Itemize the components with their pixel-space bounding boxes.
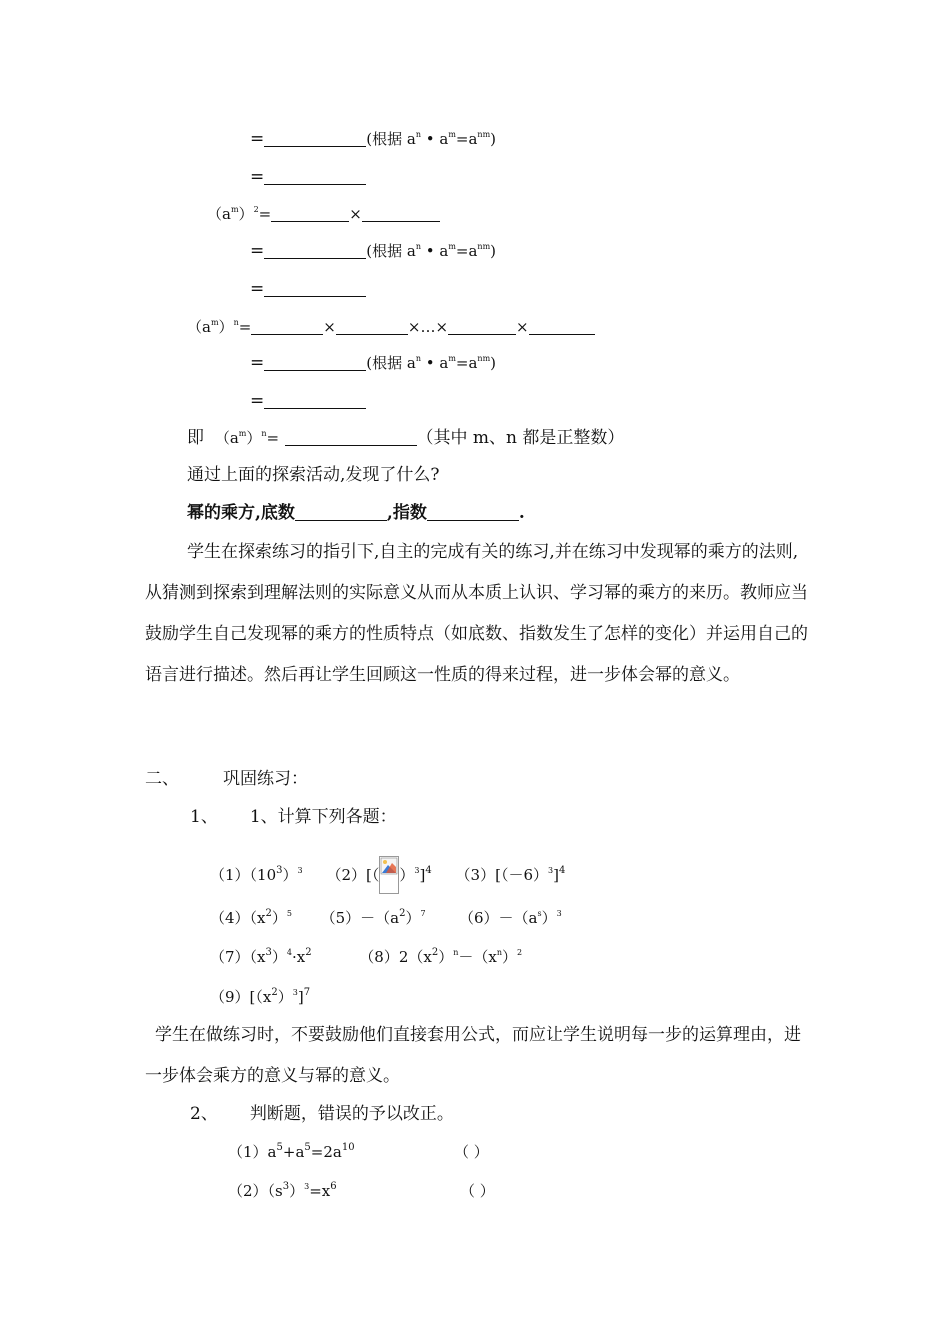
teaching-note-2: 学生在做练习时，不要鼓励他们直接套用公式，而应让学生说明每一步的运算理由，进一步体会乘方的意义与幂的意义。 <box>145 1025 801 1086</box>
blank <box>264 130 366 147</box>
blank <box>336 318 408 335</box>
blank <box>271 205 349 222</box>
blank <box>285 429 417 446</box>
question-1-heading: 1、 1、计算下列各题： <box>190 807 397 827</box>
blank <box>264 242 366 259</box>
derivation-line-1: = (根据 $a^n$ • $a^m=a^{nm}$) <box>250 129 497 149</box>
blank <box>264 280 366 297</box>
judge-item-2: $(2)(s^3)^3=x^6$ <box>228 1181 337 1200</box>
teaching-note-1: 学生在探索练习的指引下,自主的完成有关的练习,并在练习中发现幂的乘方的法则,从猜测到探索到理解法则的实际意义从而从本质上认识、学习幂的乘方的来历。教师应当鼓励学生自己发现幂的乘方的性质特点（如底数、指数发生了怎样的变化）并运用自己的语言进行描述。然后再让学生回顾这一性质的得来过程，进一步体会幂的意义。 <box>145 542 808 685</box>
blank <box>529 318 595 335</box>
judge-item-1: $(1)a^5+a^5=2a^{10}$ <box>228 1142 355 1161</box>
blank <box>295 504 387 521</box>
blank <box>264 354 366 371</box>
judge-answer-2[interactable]: （ ） <box>460 1182 495 1200</box>
blank <box>448 318 516 335</box>
derivation-line-3: = (根据 $a^n$ • $a^m=a^{nm}$) <box>250 241 497 261</box>
judge-answer-1[interactable]: （ ） <box>454 1143 489 1161</box>
exercise-row-2: $(4)(x^2)^5$ $(5)-(a^2)^7$ $(6)-(a^s)^3$ <box>210 908 562 927</box>
conclusion-line: 即 $(a^m)^n=$ （其中 m、n 都是正整数） <box>187 428 625 448</box>
question-2-heading: 2、 判断题，错误的予以改正。 <box>190 1104 454 1124</box>
section-heading: 二、 巩固练习： <box>145 769 308 789</box>
power-rule-bold: 幂的乘方,底数 ,指数 . <box>187 503 525 523</box>
exercise-row-3: $(7)(x^3)^4\cdot x^2$ $(8)2(x^2)^n-(x^n)^2$ <box>210 947 523 966</box>
exercise-row-4: $(9)[(x^2)^3]^7$ <box>210 987 311 1006</box>
derivation-line-4: = <box>250 278 366 300</box>
derivation-line-5: = (根据 $a^n$ • $a^m=a^{nm}$) <box>250 353 497 373</box>
blank <box>264 168 366 185</box>
exercise-row-1: $(1)(10^3)^3$ （2）[（ ）$^3$]$^4$ $(3)[(-6)^3]^4$ <box>210 856 565 894</box>
blank <box>264 392 366 409</box>
derivation-line-6: = <box>250 390 366 412</box>
power-squared-line: $(a^m)^2=$ × <box>207 203 440 228</box>
fraction-image-icon <box>379 856 399 894</box>
blank <box>427 504 519 521</box>
blank <box>362 205 440 222</box>
power-n-line: $(a^m)^n=$ × ×…× × <box>187 316 595 341</box>
derivation-line-2: = <box>250 166 366 188</box>
blank <box>251 318 323 335</box>
question-text: 通过上面的探索活动,发现了什么? <box>187 465 440 485</box>
